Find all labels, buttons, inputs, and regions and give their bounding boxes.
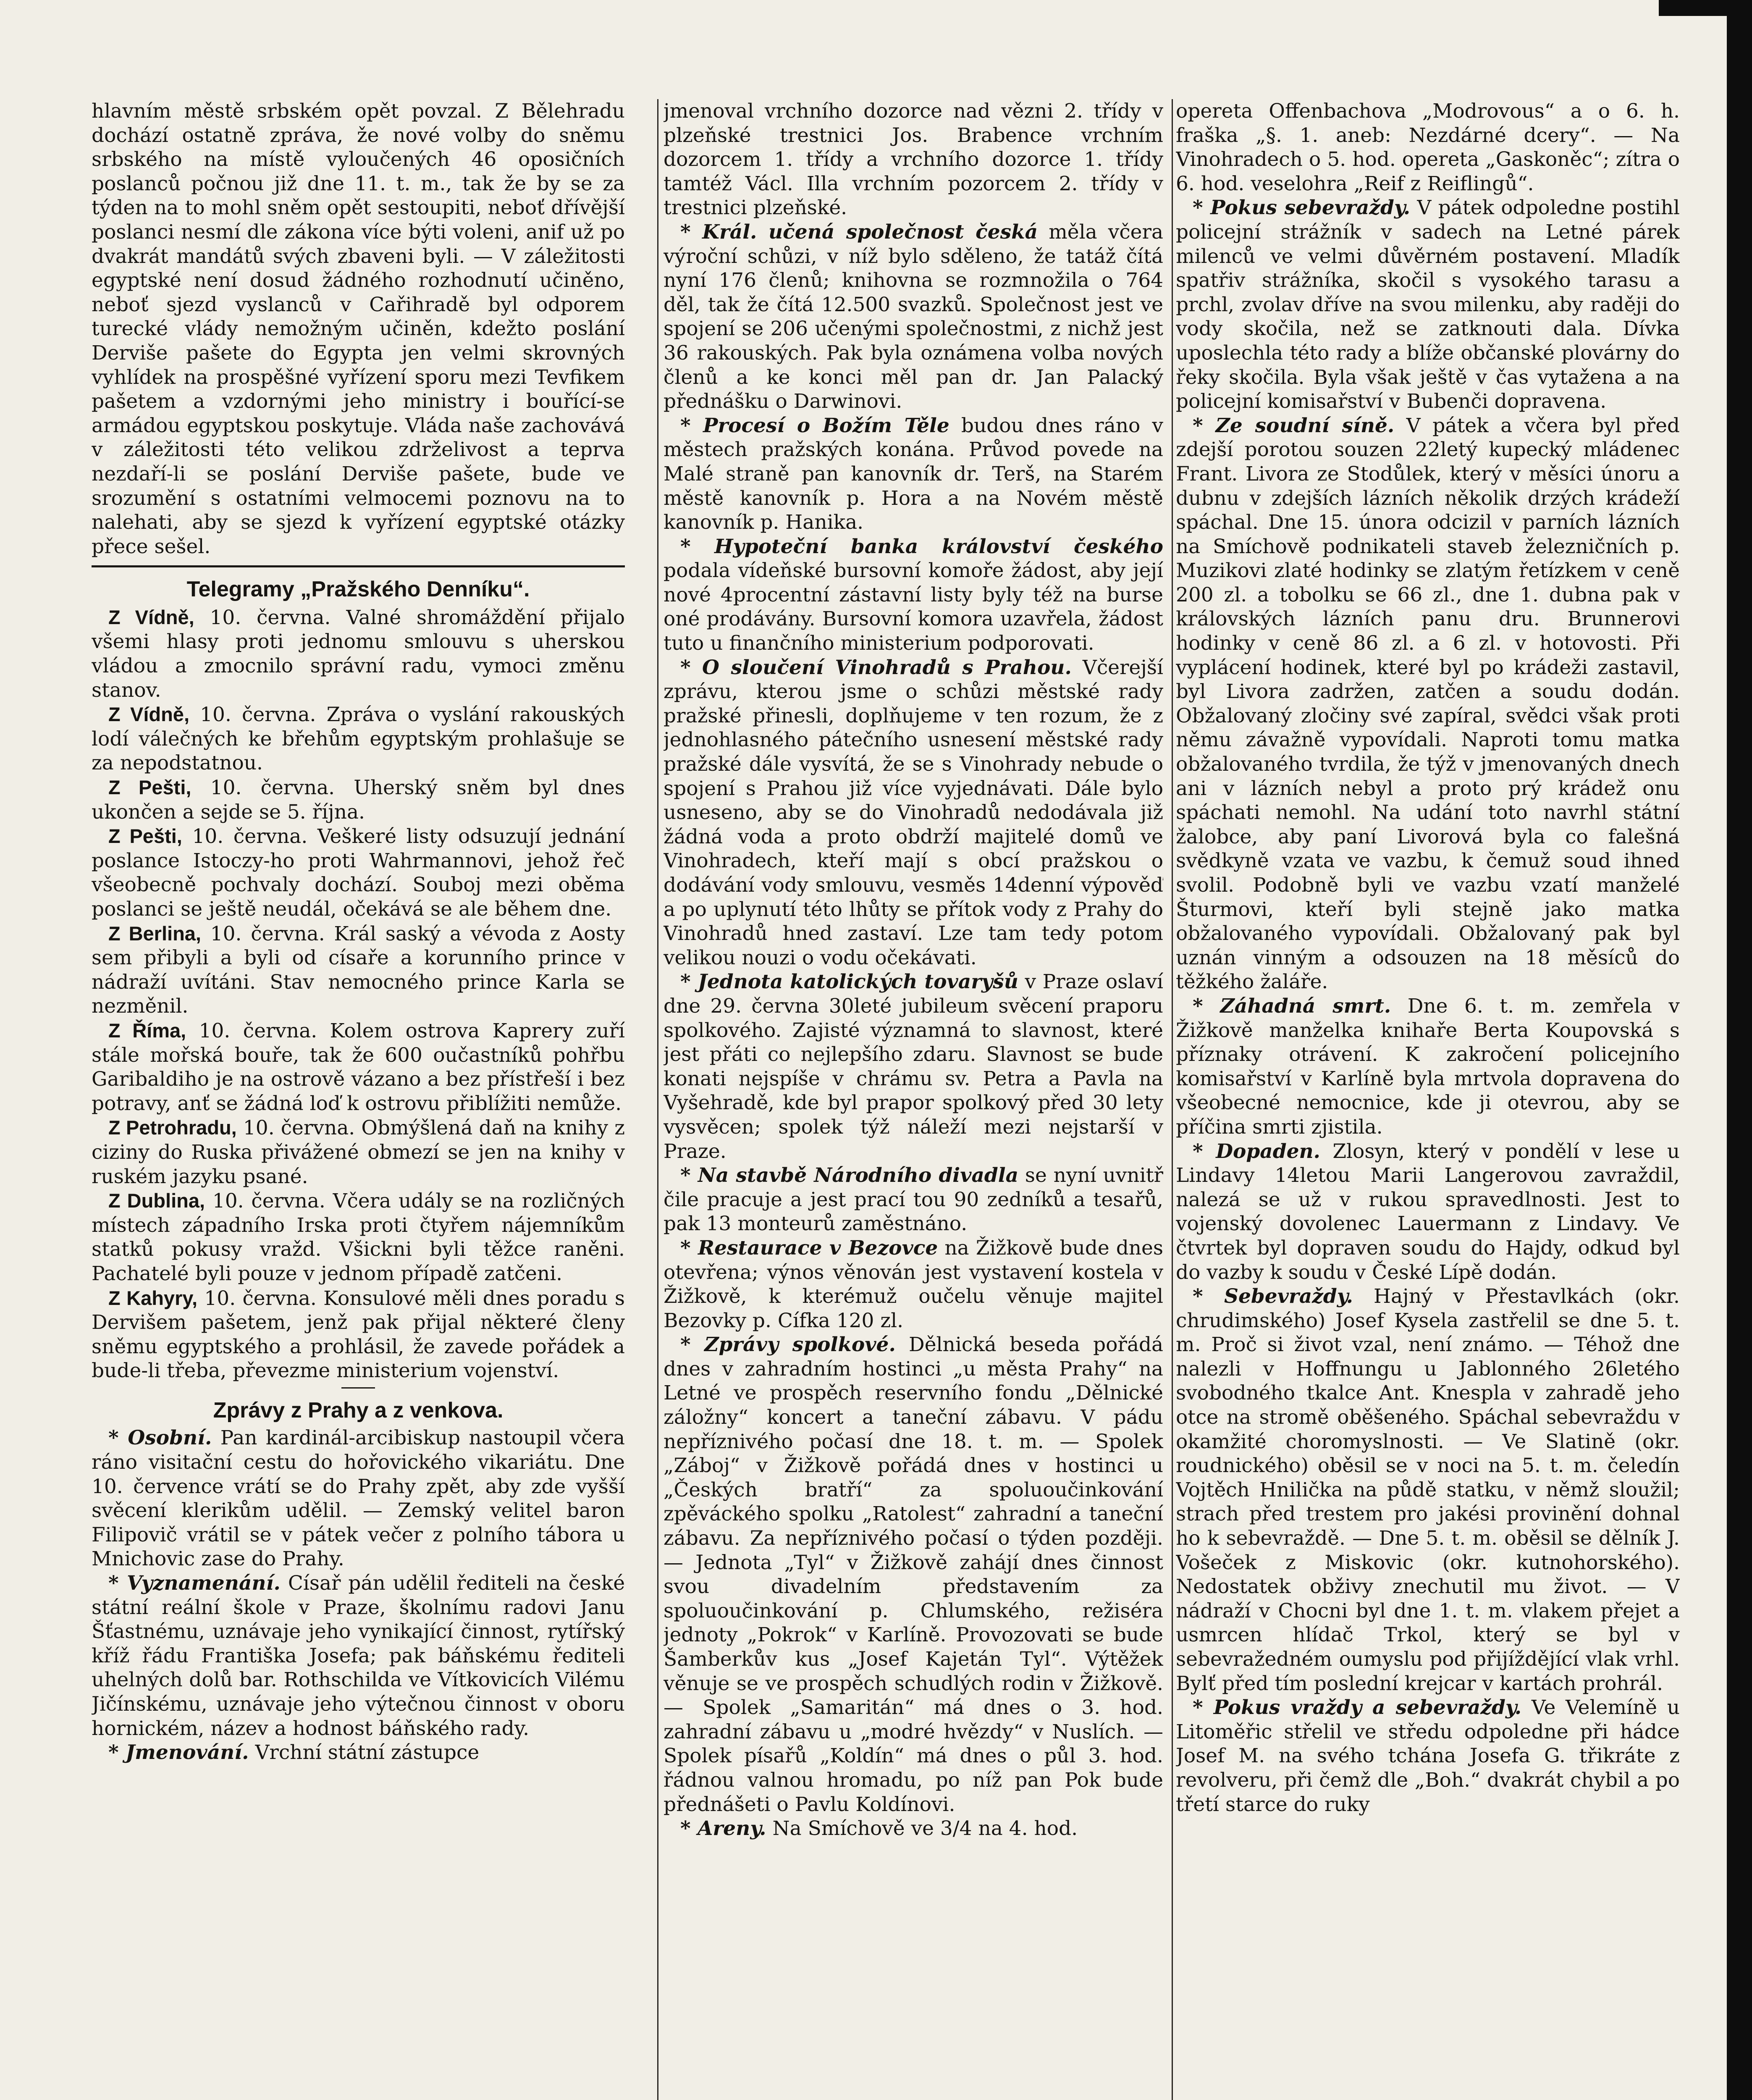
news-item [664,1333,1163,1816]
news-item [1176,994,1680,1139]
news-item [1176,99,1680,196]
telegram-item [92,921,625,1018]
news-item [92,1740,625,1765]
news-item [664,535,1163,656]
news-lead: * Zprávy spolkové. [680,1333,896,1357]
news-lead: * Sebevraždy. [1193,1285,1353,1308]
telegram-place: Z Pešti, [108,825,182,848]
news-text: Dělnická beseda pořádá dnes v zahradním hostinci „u města Prahy“ na Letné ve prospěch reservního fondu „Dělnické záložny“ koncert a taneční zábavu. V pádu nepříznivého počasí dne 18. t. m. — Spolek „Záboj“ v Žižkově pořádá dnes v hostinci u „Českých bratří“ za spoluoučinkování zpěváckého spolku „Ratolest“ zahradní a taneční zábavu. Za nepříznivého počasí o týden později. — Jednota „Tyl“ v Žižkově zahájí dnes činnost svou divadelním představením za spoluoučinkování p. Chlumského, režiséra jednoty „Pokrok“ v Karlíně. Provozovati se bude Šamberkův kus „Josef Kajetán Tyl“. Výtěžek věnuje se ve prospěch schudlých rodin v Žižkově. — Spolek „Samaritán“ má dnes o 3. hod. zahradní zábavu u „modré hvězdy“ v Nuslích. — Spolek písařů „Koldín“ má dnes o půl 3. hod. řádnou valnou hromadu, po níž pan Pok bude přednášeti o Pavlu Koldínovi. [664,1333,1163,1816]
telegram-item [92,1286,625,1383]
telegram-place: Z Berlina, [108,922,201,945]
telegram-text: 10. června. Král saský a vévoda z Aosty sem přibyli a byli od císaře a korunního prince v nádraží uvítáni. Stav nemocného prince Karla se nezměnil. [92,922,625,1018]
telegram-place: Z Vídně, [108,703,189,726]
intro-paragraph: hlavním městě srbském opět povzal. Z Bělehradu dochází ostatně zpráva, že nové volby do sněmu srbského na místě vyloučených 46 oposičních poslanců počnou již dne 11. t. m., tak že by se za týden na to mohl sněm opět sestoupiti, neboť dřívější poslanci nesmí dle zákona více býti voleni, anif už po dvakrát mandátů svých zbaveni byli. — V záležitosti egyptské není dosud žádného rozhodnutí učiněno, neboť sjezd vyslanců v Cařihradě byl odporem turecké vlády nemožným učiněn, kdežto poslání Derviše pašete do Egypta jen velmi skrovných vyhlídek na prospěšné vyřízení sporu mezi Tevfikem pašetem a vzdornými jeho ministry i bouřící-se armádou egyptskou poskytuje. Vláda naše zachovává v záležitosti této velikou zdrželivost a teprva nezdaří-li se poslání Derviše pašete, bude ve srozumění s ostatními velmocemi poznovu na to nalehati, aby se sjezd k vyřízení egyptské otázky přece sešel. [92,100,625,558]
scan-edge-right [1727,0,1752,2100]
news-text: budou dnes ráno v městech pražských konána. Průvod povede na Malé straně pan kanovník dr. Terš, na Starém městě kanovník p. Hora a na Novém městě kanovník p. Hanika. [664,414,1163,534]
news-text: v Praze oslaví dne 29. června 30leté jubileum svěcení praporu spolkového. Zajisté významná to slavnost, které jest přáti co nejlepšího zdaru. Slavnost se bude konati nejspíše v chrámu sv. Petra a Pavla na Vyšehradě, kde byl prapor spolkový před 30 lety vysvěcen; spolek týž náleží mezi nejstarší v Praze. [664,970,1163,1163]
section-rule [92,565,625,567]
telegram-place: Z Vídně, [108,606,194,628]
news-item [664,1236,1163,1333]
news-lead: * Ze soudní síně. [1193,414,1395,437]
news-item [664,220,1163,414]
news-text: na Žižkově bude dnes otevřena; výnos věnován jest vystavení kostela v Žižkově, k kterémuž oučelu věnuje majitel Bezovky p. Cífka 120 zl. [664,1236,1163,1332]
telegram-text: 10. června. Včera udály se na rozličných místech západního Irska proti čtyřem nájemníkům statků pokusy vražd. Všickni byli těžce raněni. Pachatelé byli pouze v jednom případě zatčeni. [92,1189,625,1285]
news-lead: * Pokus sebevraždy. [1193,196,1411,220]
news-text: Ve Velemíně u Litoměřic střelil ve středu odpoledne při hádce Josef M. na svého tchána Josefa G. třikráte z revolveru, při čemž dle „Boh.“ dvakrát chybil a po třetí starce do ruky [1176,1696,1680,1816]
news-lead: * Pokus vraždy a sebevraždy. [1193,1696,1522,1719]
news-item [664,414,1163,535]
news-item [664,99,1163,220]
telegram-text: 10. června. Obmýšlená daň na knihy z ciziny do Ruska přivážené obmezí se jen na knihy v ruském jazyku psané. [92,1116,625,1188]
news-text: jmenoval vrchního dozorce nad vězni 2. třídy v plzeňské trestnici Jos. Brabence vrchním dozorcem 1. třídy a vrchního dozorce 1. třídy tamtéž Václ. Illa vrchním pozorcem 2. třídy v trestnici plzeňské. [664,100,1163,220]
column-2 [664,99,1163,2100]
news-item [664,1816,1163,1841]
news-item [92,1571,625,1740]
news-lead: * Hypoteční banka království českého [680,535,1163,558]
news-lead: * Na stavbě Národního divadla [680,1164,1019,1187]
news-item [664,970,1163,1163]
news-item [1176,1284,1680,1696]
news-text: Včerejší zprávu, kterou jsme o schůzi městské rady pražské přinesli, doplňujeme v ten rozum, že z jednohlasného pátečního usnesení městské rady pražské dále vysvítá, že se s Vinohrady nebude o spojení s Prahou již více vyjednávati. Dále bylo usneseno, aby se do Vinohradů nedodávala již žádná voda a proto obdrží majitelé domů ve Vinohradech, kteří mají s obcí pražskou o dodávání vody smlouvu, vesměs 14denní výpověď a po uplynutí této lhůty se přítok vody z Prahy do Vinohradů hned zastaví. Lze tam tedy potom velikou nouzi o vodu očekávati. [664,656,1163,969]
news-item [92,1426,625,1571]
news-lead: * O sloučení Vinohradů s Prahou. [680,656,1072,679]
news-text: V pátek a včera byl před zdejší porotou souzen 22letý kupecký mládenec Frant. Livora ze Stodůlek, který v měsíci únoru a dubnu v zdejších lázních několik drzých krádeží spáchal. Dne 15. února odcizil v parních lázních na Smíchově podnikateli staveb železničních p. Muzikovi zlaté hodinky se zlatým řetízkem v ceně 200 zl. a tobolku se 66 zl., dne 1. dubna pak v královských lázních panu dru. Brunnerovi hodinky v ceně 86 zl. a 6 zl. v hotovosti. Při vyplácení hodinek, které byl po krádeži zastavil, byl Livora zadržen, zatčen a soudu dodán. Obžalovaný zločiny své zapíral, svědci však proti němu závažně vypovídali. Naproti tomu matka obžalovaného tvrdila, že týž v jmenovaných dnech ani v lázních nebyl a proto prý krádež onu spáchati nemohl. Na udání toto navrhl státní žalobce, aby paní Livorová byla co falešná svědkyně vzata ve vazbu, k čemuž soud ihned svolil. Podobně byli ve vazbu vzatí manželé Šturmovi, kteří byli stejně jako matka obžalovaného vypovídali. Obžalovaný pak byl uznán vinným a odsouzen na 18 měsíců do těžkého žaláře. [1176,414,1680,994]
news-text: se nyní uvnitř čile pracuje a jest prací tou 90 zedníků a tesařů, pak 13 monteurů zaměstnáno. [664,1164,1163,1236]
news-lead: * Osobní. [108,1426,212,1450]
news-lead: * Jmenování. [108,1741,249,1764]
news-text: opereta Offenbachova „Modrovous“ a o 6. h. fraška „§. 1. aneb: Nezdárné dcery“. — Na Vinohradech o 5. hod. opereta „Gaskoněc“; zítra o 6. hod. veselohra „Reif z Reiflingů“. [1176,100,1680,195]
news-lead: * Král. učená společnost česká [680,220,1038,244]
telegram-item [92,775,625,824]
news-item [1176,1696,1680,1816]
news-text: Pan kardinál-arcibiskup nastoupil včera ráno visitační cestu do hořovického vikariátu. Dne 10. července vrátí se do Prahy zpět, aby zde vyšší svěcení klerikům udělil. — Zemský velitel baron Filipovič vrátil se v pátek večer z polního tábora u Mnichovic zase do Prahy. [92,1426,625,1571]
news-lead: * Restaurace v Bezovce [680,1236,938,1260]
telegram-text: 10. června. Veškeré listy odsuzují jednání poslance Istoczy-ho proti Wahrmannovi, jehož řeč všeobecně pochvaly dochází. Souboj mezi oběma poslanci se ještě neudál, očekává se ale během dne. [92,825,625,921]
news-text: Zlosyn, který v pondělí v lese u Lindavy 14letou Marii Langerovou zavraždil, nalezá se už v rukou spravedlnosti. Jest to vojenský dovolenec Lauermann z Lindavy. Ve čtvrtek byl dopraven soudu do Hajdy, odkud byl do vazby k soudu v České Lípě dodán. [1176,1139,1680,1284]
telegram-item [92,824,625,921]
telegram-item [92,605,625,702]
news-text: V pátek odpoledne postihl policejní strážník v sadech na Letné párek milenců ve velmi důvěrném postavení. Mladík spatřiv strážníka, skočil s vysokého tarasu a prchl, zvolav dříve na svou milenku, aby raději do vody skočila, než se zatknouti dala. Dívka uposlechla této rady a blíže občanské plovárny do řeky skočila. Byla však ještě v čas vytažena a na policejní komisařství v Bubenči dopravena. [1176,196,1680,413]
section-rule-short [341,1387,375,1389]
news-item [1176,196,1680,413]
telegram-item [92,1018,625,1116]
telegrams-heading: Telegramy „Pražského Denníku“. [186,577,530,602]
news-text: Na Smíchově ve 3/4 na 4. hod. [772,1817,1078,1840]
telegram-text: 10. června. Zpráva o vyslání rakouských lodí válečných ke břehům egyptským prohlašuje se za nepodstatnou. [92,703,625,775]
telegram-text: 10. června. Valné shromáždění přijalo všemi hlasy proti jednomu smlouvu s uherskou vládou a zmocnilo správní radu, vymoci změnu stanov. [92,606,625,702]
telegram-place: Z Petrohradu, [108,1116,237,1139]
news-lead: * Vyznamenání. [108,1572,281,1595]
telegram-item [92,1189,625,1286]
telegram-item [92,702,625,775]
column-divider [1172,99,1173,2100]
news-lead: * Areny. [680,1817,766,1840]
news-item [1176,1139,1680,1285]
telegram-place: Z Kahyry, [108,1286,198,1309]
news-lead: * Záhadná smrt. [1193,994,1391,1018]
news-item [664,1163,1163,1236]
news-lead: * Jednota katolických tovaryšů [680,970,1018,994]
news-item [1176,414,1680,994]
news-text: podala vídeňské bursovní komoře žádost, aby její nové 4procentní zástavní listy byly též na burse oné prodávány. Bursovní komora uzavřela, žádost tuto u finančního ministerium podporovati. [664,559,1163,655]
column-1 [92,99,625,2100]
column-3 [1176,99,1680,2100]
telegram-text: 10. června. Uherský sněm byl dnes ukončen a sejde se 5. října. [92,776,625,824]
telegram-text: 10. června. Konsulové měli dnes poradu s Dervišem pašetem, jenž pak přijal některé členy sněmu egyptského a prohlásil, že zavede pořádek a bude-li třeba, převezme ministerium vojenství. [92,1286,625,1383]
news-text: Hajný v Přestavlkách (okr. chrudimského) Josef Kysela zastřelil se dne 5. t. m. Proč si život vzal, není známo. — Téhož dne nalezli v Hoffnungu u Jablonného 26letého svobodného tkalce Ant. Knespla v zahradě jeho otce na stromě oběšeného. Spáchal sebevraždu v okamžité choromyslnosti. — Ve Slatině (okr. roudnického) oběsil se v noci na 5. t. m. čeledín Vojtěch Hnilička na půdě statku, v němž sloužil; strach před trestem pro jakési provinění dohnal ho k sebevraždě. — Dne 5. t. m. oběsil se dělník J. Vošeček z Miskovic (okr. kutnohorského). Nedostatek obživy znechutil mu život. — V nádraží v Chocni byl dne 1. t. m. vlakem přejet a usmrcen hlídač Trkol, který se byl v sebevražedném oumyslu pod přijíždějící vlak vrhl. Bylť před tím poslední krejcar v kartách prohrál. [1176,1285,1680,1695]
news-item [664,656,1163,970]
news-text: Dne 6. t. m. zemřela v Žižkově manželka knihaře Berta Koupovská s příznaky otrávení. K zakročení policejního komisařství v Karlíně byla mrtvola dopravena do všeobecné nemocnice, kde ji otevrou, aby se příčina smrti zjistila. [1176,994,1680,1139]
news-text: Císař pán udělil řediteli na české státní reální škole v Praze, školnímu radovi Janu Šťastnému, uznávaje jeho vynikající činnost, rytířský kříž řádu Františka Josefa; pak báňskému řediteli uhelných dolů bar. Rothschilda ve Vítkovicích Vilému Jičínskému, uznávaje jeho výtečnou činnost v oboru hornickém, název a hodnost báňského rady. [92,1572,625,1740]
telegram-place: Z Říma, [108,1019,186,1042]
news-text: Vrchní státní zástupce [255,1741,480,1764]
news-lead: * Procesí o Božím Těle [680,414,949,437]
news-lead: * Dopaden. [1193,1139,1321,1163]
telegram-list [92,605,625,1383]
telegram-place: Z Dublina, [108,1189,205,1212]
column-divider [657,99,658,2100]
news-text: měla včera výroční schůzi, v níž bylo sděleno, že tatáž čítá nyní 176 členů; knihovna se rozmnožila o 764 děl, tak že čítá 12.500 svazků. Společnost jest ve spojení se 206 učenými společnostmi, z nichž jest 36 rakouských. Pak byla oznámena volba nových členů a ke konci měl pan dr. Jan Palacký přednášku o Darwinovi. [664,220,1163,413]
telegram-item [92,1116,625,1189]
news-heading: Zprávy z Prahy a z venkova. [213,1398,504,1423]
telegram-place: Z Pešti, [108,776,191,799]
scan-edge-top [1659,0,1752,16]
telegram-text: 10. června. Kolem ostrova Kaprery zuří stále mořská bouře, tak že 600 oučastníků pohřbu Garibaldiho je na ostrově vázano a bez přístřeší i bez potravy, anť se žádná loď k ostrovu přiblížiti nemůže. [92,1019,625,1115]
